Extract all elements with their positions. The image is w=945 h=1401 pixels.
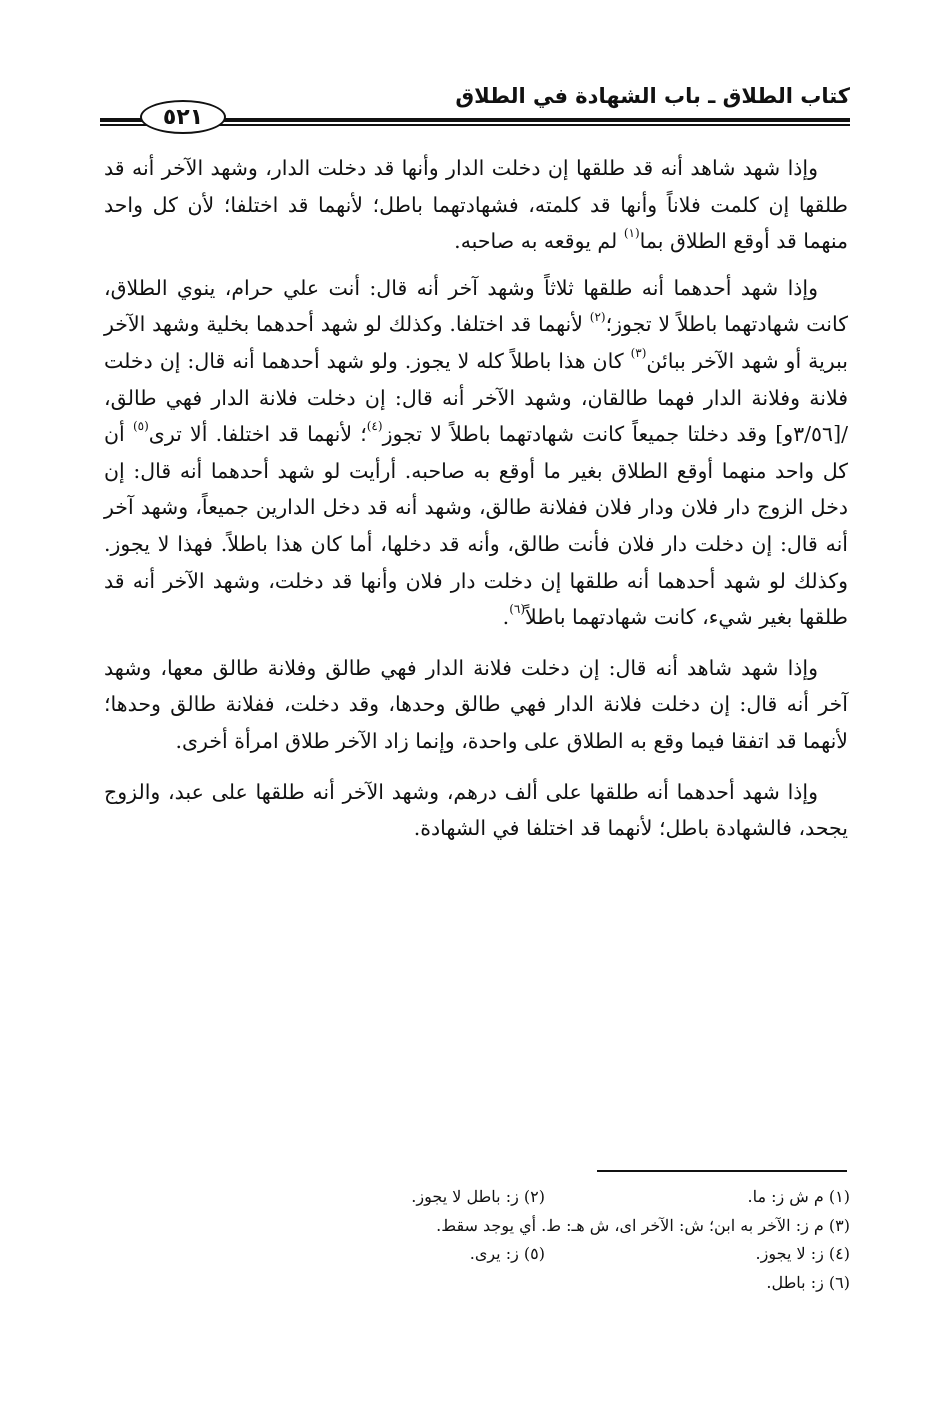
text-run: وإذا شهد شاهد أنه قد طلقها إن دخلت الدار وأنها قد دخلت الدار، وشهد الآخر أنه قد طلقها إن كلمت فلاناً وأنها قد كلمته، فشهادتهما باطل؛ لأنهما قد اختلفا؛ لأن كل واحد منهما قد أوقع الطلاق بما: [104, 156, 848, 254]
footnote-4: (٤) ز: لا يجوز.: [755, 1244, 850, 1263]
footnote-separator: [597, 1170, 847, 1172]
text-run: كان هذا باطلاً كله لا يجوز. ولو شهد أحدهما أنه قال: إن دخلت فلانة وفلانة الدار فهما طالقان، وشهد الآخر أنه قال: إن دخلت فلانة الدار فهي طالق، /[٣/٥٦و] وقد دخلتا جميعاً كانت شهادتهما باطلاً لا تجوز: [104, 348, 848, 447]
main-text: [104, 150, 848, 857]
text-run: لأنهما قد اختلفا. وكذلك لو شهد أحدهما بخلية وشهد الآخر ببرية أو شهد الآخر ببائن: [104, 312, 849, 373]
footnote-row: [230, 1183, 850, 1212]
footnote-ref-6: (٦): [509, 602, 526, 617]
footnotes: [230, 1183, 850, 1297]
paragraph-4: وإذا شهد أحدهما أنه طلقها على ألف درهم، وشهد الآخر أنه طلقها على عبد، والزوج يجحد، فالشهادة باطل؛ لأنهما قد اختلفا في الشهادة.: [104, 779, 848, 841]
text-run: وإذا شهد أحدهما أنه طلقها ثلاثاً وشهد آخر أنه قال: أنت علي حرام، ينوي الطلاق، كانت شهادتهما باطلاً لا تجوز؛: [104, 275, 849, 337]
footnote-ref-5: (٥): [132, 419, 149, 434]
footnote-3: (٣) م ز: الآخر به ابن؛ ش: الآخر اى، ش هـ: ط. أي يوجد سقط.: [436, 1215, 850, 1235]
footnote-row: [230, 1212, 850, 1241]
footnote-ref-1: (١): [623, 226, 640, 241]
header-title: كتاب الطلاق ـ باب الشهادة في الطلاق: [455, 84, 850, 108]
footnote-5: (٥) ز: يرى.: [469, 1244, 545, 1263]
text-run: ؛ لأنهما قد اختلفا. ألا ترى: [148, 422, 367, 447]
footnote-6: (٦) ز: باطل.: [766, 1272, 850, 1292]
paragraph-1: [104, 150, 848, 260]
paragraph-3: وإذا شهد شاهد أنه قال: إن دخلت فلانة الدار فهي طالق وفلانة طالق معها، وشهد آخر أنه قال: إن دخلت فلانة الدار فهي طالق وحدها، وقد دخلت، ففلانة طالق وحدها؛ لأنهما قد اتفقا فيما وقع به الطلاق على واحدة، وإنما زاد الآخر طلاق امرأة أخرى.: [104, 655, 848, 753]
page-number: ٥٢١: [140, 100, 226, 134]
text-run: لم يوقعه به صاحبه.: [454, 229, 624, 254]
footnote-2: (٢) ز: باطل لا يجوز.: [411, 1187, 545, 1206]
footnote-row: [230, 1269, 850, 1298]
running-header: [100, 78, 850, 128]
footnote-ref-2: (٢): [589, 309, 606, 324]
paragraph-2: [104, 270, 848, 636]
footnote-ref-4: (٤): [366, 419, 383, 434]
text-run: .: [502, 605, 510, 630]
footnote-1: (١) م ش ز: ما.: [747, 1187, 850, 1206]
text-run: أن كل واحد منهما أوقع الطلاق بغير ما أوقع به صاحبه. أرأيت لو شهد أحدهما أنه قال: إن دخل الزوج دار فلان ودار فلان ففلانة طالق، وشهد أنه قد دخل الدارين جميعاً، وشهد آخر أنه قال: إن دخلت دار فلان فأنت طالق، وأنه قد دخلها، أما كان هذا باطلاً. فهذا لا يجوز. وكذلك لو شهد أحدهما أنه طلقها إن دخلت دار فلان وأنها قد دخلت، وشهد الآخر أنه قد طلقها بغير شيء، كانت شهادتهما باطلاً: [104, 422, 848, 630]
footnote-ref-3: (٣): [630, 346, 647, 361]
footnote-row: [230, 1240, 850, 1269]
